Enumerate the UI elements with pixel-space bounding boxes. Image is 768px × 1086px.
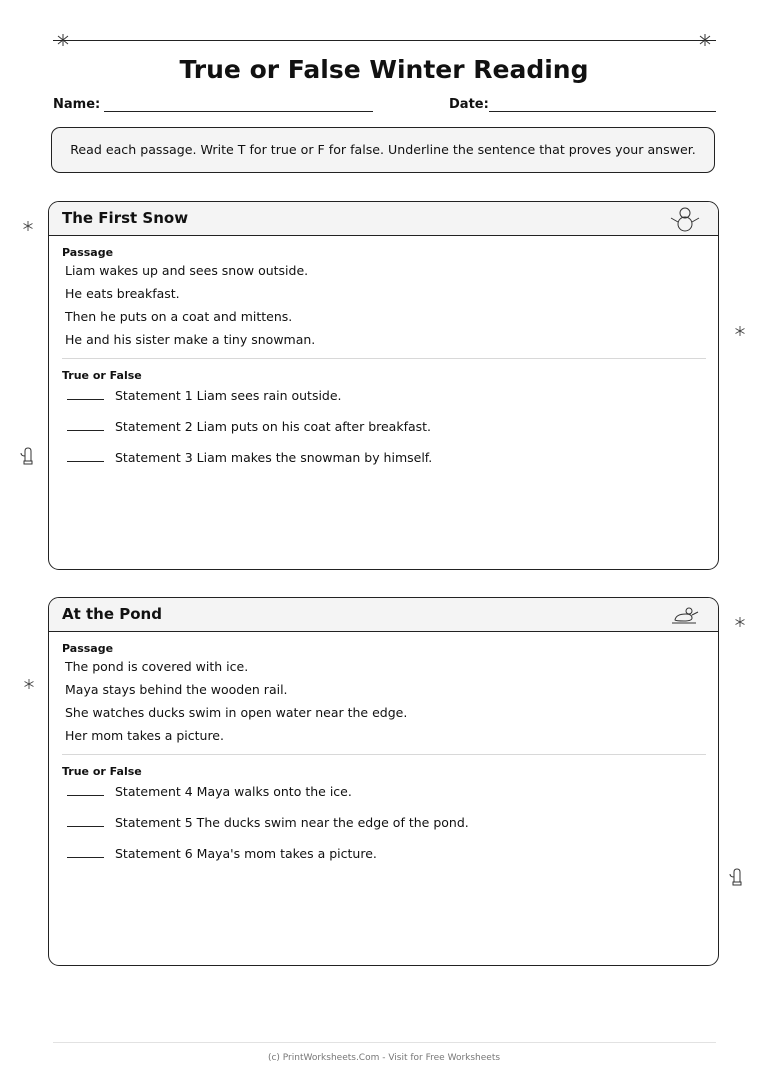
section-title: At the Pond (62, 605, 162, 623)
answer-blank[interactable] (67, 826, 104, 827)
snowflake-icon (23, 678, 35, 690)
section-header (49, 202, 718, 236)
passage-line: He and his sister make a tiny snowman. (65, 332, 316, 347)
snowflake-icon (734, 616, 746, 628)
skater-icon (670, 602, 700, 628)
answer-blank[interactable] (67, 399, 104, 400)
snowman-icon (670, 206, 700, 232)
footer-rule (53, 1042, 716, 1043)
passage-line: Maya stays behind the wooden rail. (65, 682, 288, 697)
page-title: True or False Winter Reading (179, 55, 589, 84)
passage-line: Then he puts on a coat and mittens. (65, 309, 293, 324)
snowflake-icon (22, 220, 34, 232)
section-card-at-the-pond (48, 597, 719, 966)
answer-blank[interactable] (67, 461, 104, 462)
section-title: The First Snow (62, 209, 189, 227)
answer-blank[interactable] (67, 857, 104, 858)
section-divider (62, 358, 706, 359)
footer-text: (c) PrintWorksheets.Com - Visit for Free Worksheets (267, 1053, 501, 1063)
snowflake-icon (734, 325, 746, 337)
passage-line: Her mom takes a picture. (65, 728, 224, 743)
answer-blank[interactable] (67, 795, 104, 796)
true-false-label: True or False (62, 369, 142, 382)
section-card-first-snow (48, 201, 719, 570)
section-header (49, 598, 718, 632)
statement: Statement 2 Liam puts on his coat after breakfast. (115, 419, 432, 434)
name-field[interactable] (104, 111, 373, 112)
statement: Statement 5 The ducks swim near the edge of the pond. (115, 815, 469, 830)
date-field[interactable] (489, 111, 716, 112)
passage-label: Passage (62, 246, 114, 259)
section-divider (62, 754, 706, 755)
statement: Statement 3 Liam makes the snowman by himself. (115, 450, 433, 465)
passage-line: She watches ducks swim in open water near the edge. (65, 705, 408, 720)
true-false-label: True or False (62, 765, 142, 778)
top-rule (53, 40, 716, 41)
passage-label: Passage (62, 642, 114, 655)
statement: Statement 6 Maya's mom takes a picture. (115, 846, 377, 861)
passage-line: He eats breakfast. (65, 286, 180, 301)
answer-blank[interactable] (67, 430, 104, 431)
snowflake-icon (699, 34, 711, 46)
snowflake-icon (57, 34, 69, 46)
date-label: Date: (449, 97, 489, 112)
statement: Statement 1 Liam sees rain outside. (115, 388, 342, 403)
name-label: Name: (53, 97, 101, 112)
passage-line: Liam wakes up and sees snow outside. (65, 263, 309, 278)
statement: Statement 4 Maya walks onto the ice. (115, 784, 352, 799)
mitten-icon (728, 867, 746, 887)
mitten-icon (19, 446, 37, 466)
passage-line: The pond is covered with ice. (65, 659, 249, 674)
instructions-box: Read each passage. Write T for true or F for false. Underline the sentence that proves your answer. (51, 127, 715, 173)
